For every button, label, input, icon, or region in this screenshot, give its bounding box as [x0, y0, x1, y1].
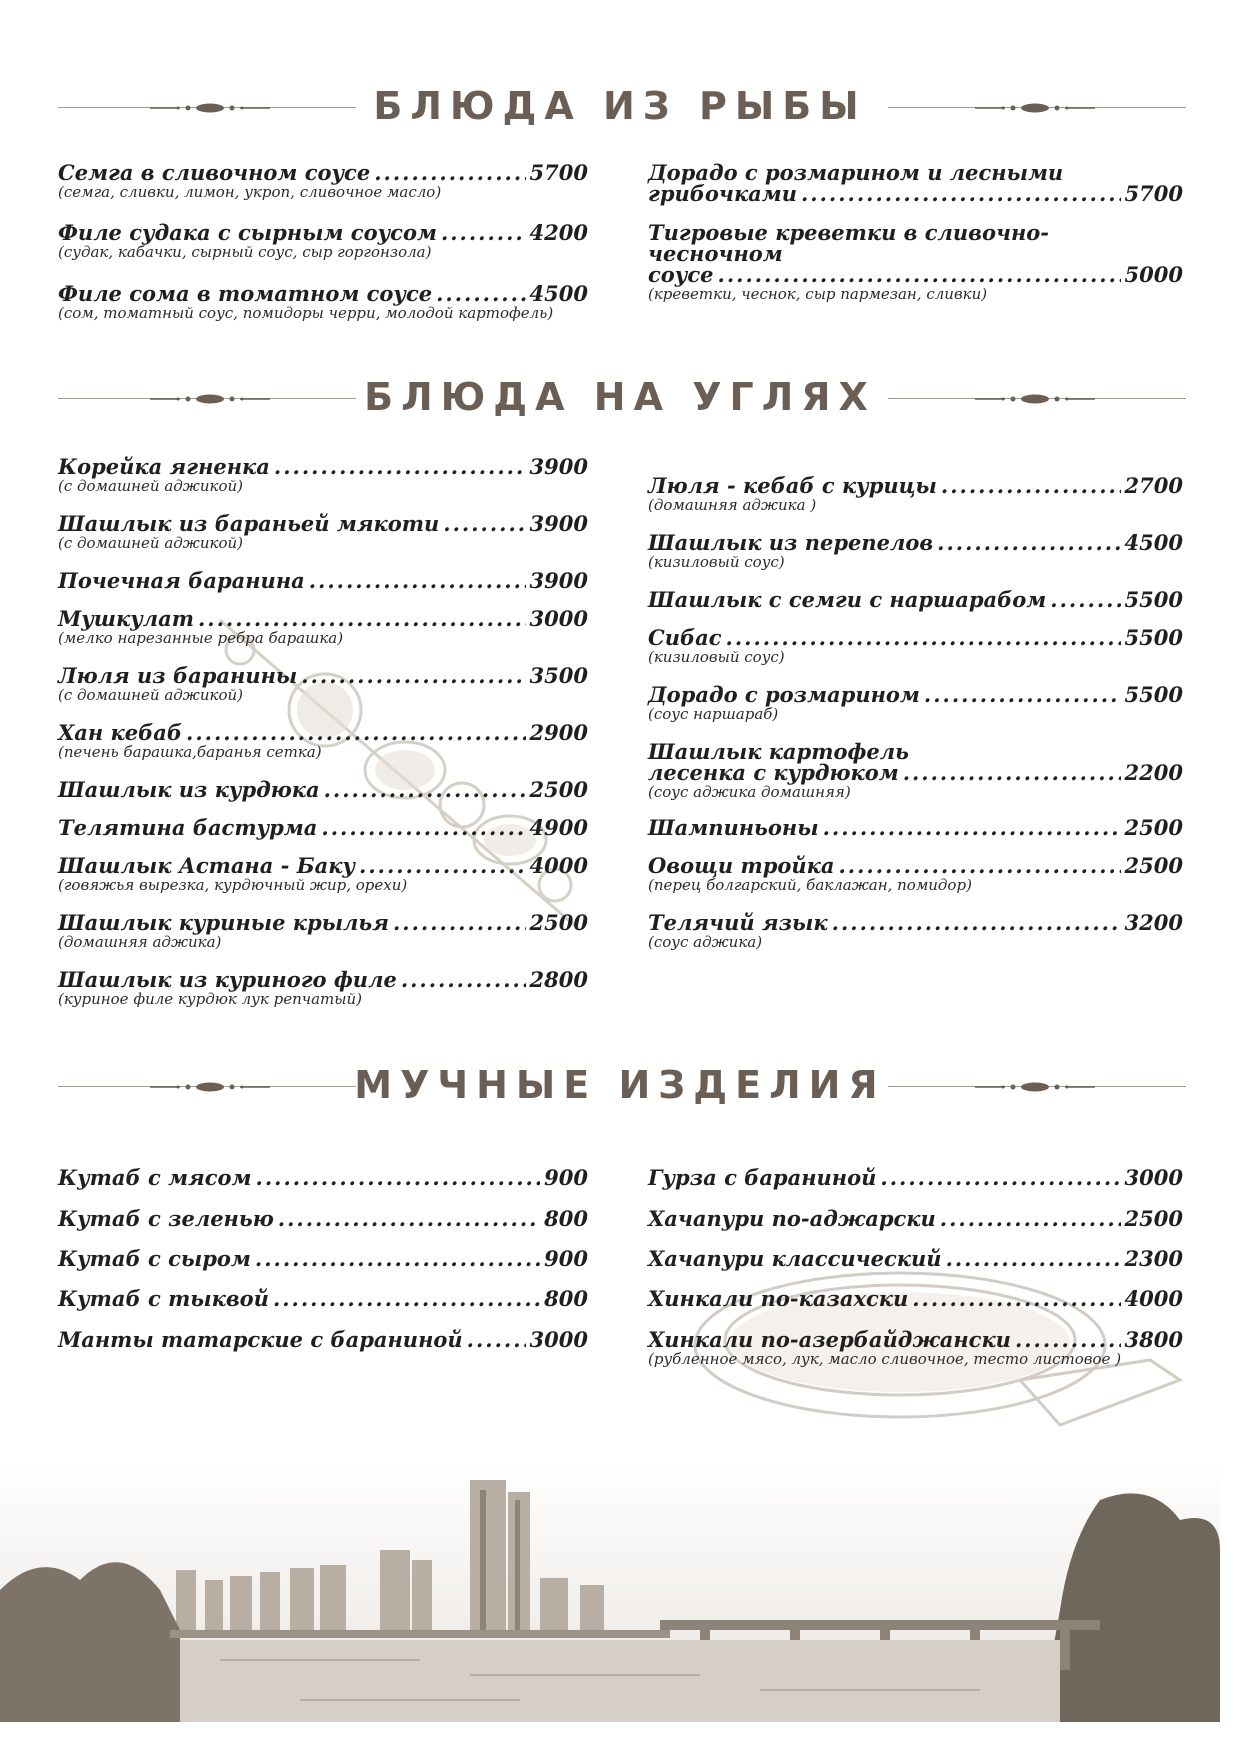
fish-menu-right: [648, 160, 1183, 303]
menu-item: [58, 1248, 588, 1288]
item-name: Хачапури по-аджарски: [648, 1206, 936, 1231]
item-name: Семга в сливочном соусе: [58, 160, 371, 185]
item-price: 4200: [529, 220, 588, 245]
item-name: Шашлык из куриного филе: [58, 967, 397, 992]
section-title: БЛЮДА ИЗ РЫБЫ: [373, 84, 867, 128]
item-price: 3900: [529, 454, 588, 479]
menu-item: [648, 162, 1183, 222]
item-price: 800: [544, 1286, 588, 1311]
item-description: (кизиловый соус): [648, 553, 785, 571]
item-description: (куриное филе курдюк лук репчатый): [58, 990, 362, 1008]
menu-item: [58, 513, 588, 570]
fish-menu-left: [58, 162, 588, 343]
menu-item: [648, 684, 1183, 741]
item-price: 2300: [1124, 1246, 1183, 1271]
item-name: Шашлык из курдюка: [58, 777, 320, 802]
menu-item: [58, 456, 588, 513]
item-price: 800: [544, 1206, 588, 1231]
item-name: Овощи тройка: [648, 853, 835, 878]
item-name: Шампиньоны: [648, 815, 819, 840]
menu-item: [648, 1329, 1183, 1374]
ornament-divider-icon: [150, 1080, 270, 1094]
item-name: грибочками: [648, 181, 797, 206]
item-description: (сом, томатный соус, помидоры черри, молодой картофель): [58, 304, 554, 322]
menu-item: [648, 627, 1183, 684]
item-price: 3800: [1124, 1327, 1183, 1352]
item-description: (с домашней аджикой): [58, 686, 243, 704]
item-name: Гурза с бараниной: [648, 1165, 877, 1190]
menu-item: [58, 1288, 588, 1329]
item-name-line1: Дорадо с розмарином и лесными: [648, 160, 1064, 185]
menu-item: [648, 532, 1183, 589]
item-description: (креветки, чеснок, сыр пармезан, сливки): [648, 285, 988, 303]
item-description: (соус наршараб): [648, 705, 779, 723]
item-name: Филе сома в томатном соусе: [58, 281, 433, 306]
pastry-menu-left: [58, 1167, 588, 1369]
item-name: Кутаб с сыром: [58, 1246, 251, 1271]
item-name: Кутаб с мясом: [58, 1165, 252, 1190]
item-name: Шашлык с семги с наршарабом: [648, 587, 1047, 612]
item-name: Дорадо с розмарином: [648, 682, 920, 707]
ornament-divider-icon: [975, 392, 1095, 406]
item-name: лесенка с курдюком: [648, 760, 899, 785]
item-description: (рубленное мясо, лук, масло сливочное, тесто листовое ): [648, 1350, 1122, 1368]
menu-item: [648, 817, 1183, 855]
item-name-line1: Тигровые креветки в сливочно-чесночном: [648, 220, 1050, 266]
item-price: 2900: [529, 720, 588, 745]
item-name: Почечная баранина: [58, 568, 305, 593]
item-price: 2500: [1124, 815, 1183, 840]
item-price: 3900: [529, 511, 588, 536]
item-name: Телячий язык: [648, 910, 828, 935]
ornament-divider-icon: [975, 101, 1095, 115]
item-description: (мелко нарезанные ребра барашка): [58, 629, 344, 647]
city-skyline-illustration: [0, 1460, 1220, 1722]
item-price: 5500: [1124, 682, 1183, 707]
item-description: (домашняя аджика ): [648, 496, 817, 514]
menu-item: [648, 589, 1183, 627]
item-name: Сибас: [648, 625, 722, 650]
item-name: соусе: [648, 262, 714, 287]
item-price: 3500: [529, 663, 588, 688]
item-name: Хинкали по-казахски: [648, 1286, 909, 1311]
ornament-divider-icon: [150, 392, 270, 406]
item-name: Мушкулат: [58, 606, 194, 631]
menu-item: [58, 722, 588, 779]
item-price: 2500: [1124, 853, 1183, 878]
item-price: 3000: [529, 1327, 588, 1352]
item-price: 2700: [1124, 473, 1183, 498]
menu-item: [58, 608, 588, 665]
item-name: Корейка ягненка: [58, 454, 270, 479]
item-name: Шашлык Астана - Баку: [58, 853, 356, 878]
menu-item: [58, 1167, 588, 1208]
item-name: Манты татарские с бараниной: [58, 1327, 463, 1352]
item-description: (говяжья вырезка, курдючный жир, орехи): [58, 876, 408, 894]
section-title: МУЧНЫЕ ИЗДЕЛИЯ: [354, 1063, 886, 1107]
item-name: Шашлык куриные крылья: [58, 910, 389, 935]
ornament-divider-icon: [150, 101, 270, 115]
item-description: (семга, сливки, лимон, укроп, сливочное масло): [58, 183, 442, 201]
section-header-pastry: [0, 1057, 1240, 1117]
item-price: 5500: [1124, 587, 1183, 612]
item-price: 3200: [1124, 910, 1183, 935]
section-header-fish: [0, 78, 1240, 138]
item-price: 2200: [1124, 760, 1183, 785]
item-price: 3000: [1124, 1165, 1183, 1190]
menu-item: [58, 283, 588, 343]
menu-item: [648, 741, 1183, 817]
menu-item: [58, 1329, 588, 1369]
item-price: 2500: [529, 910, 588, 935]
item-price: 2800: [529, 967, 588, 992]
item-price: 4000: [529, 853, 588, 878]
item-price: 900: [544, 1246, 588, 1271]
item-price: 4500: [529, 281, 588, 306]
menu-item: [58, 222, 588, 283]
menu-item: [648, 1248, 1183, 1288]
item-price: 900: [544, 1165, 588, 1190]
item-name: Телятина бастурма: [58, 815, 318, 840]
item-name: Хинкали по-азербайджански: [648, 1327, 1011, 1352]
item-price: 4500: [1124, 530, 1183, 555]
menu-item: [58, 570, 588, 608]
section-title: БЛЮДА НА УГЛЯХ: [364, 375, 876, 419]
item-name: Люля - кебаб с курицы: [648, 473, 937, 498]
item-price: 2500: [1124, 1206, 1183, 1231]
item-name: Люля из баранины: [58, 663, 298, 688]
item-description: (печень барашка,баранья сетка): [58, 743, 322, 761]
item-price: 3900: [529, 568, 588, 593]
grill-menu-right: [648, 475, 1183, 969]
item-name-line1: Шашлык картофель: [648, 739, 909, 764]
item-name: Филе судака с сырным соусом: [58, 220, 437, 245]
item-description: (перец болгарский, баклажан, помидор): [648, 876, 972, 894]
item-description: (кизиловый соус): [648, 648, 785, 666]
grill-menu-left: [58, 456, 588, 1026]
menu-item: [58, 855, 588, 912]
ornament-divider-icon: [975, 1080, 1095, 1094]
menu-item: [58, 779, 588, 817]
item-price: 3000: [529, 606, 588, 631]
item-description: (с домашней аджикой): [58, 477, 243, 495]
item-description: (с домашней аджикой): [58, 534, 243, 552]
pastry-menu-right: [648, 1167, 1183, 1374]
item-name: Кутаб с тыквой: [58, 1286, 269, 1311]
item-description: (домашняя аджика): [58, 933, 222, 951]
menu-item: [648, 912, 1183, 969]
item-name: Хачапури классический: [648, 1246, 942, 1271]
item-description: (судак, кабачки, сырный соус, сыр горгонзола): [58, 243, 432, 261]
item-price: 4000: [1124, 1286, 1183, 1311]
menu-item: [58, 1208, 588, 1248]
item-price: 5700: [1124, 181, 1183, 206]
menu-item: [648, 1208, 1183, 1248]
item-price: 5000: [1124, 262, 1183, 287]
item-name: Шашлык из бараньей мякоти: [58, 511, 440, 536]
menu-item: [58, 665, 588, 722]
item-price: 2500: [529, 777, 588, 802]
item-description: (соус аджика домашняя): [648, 783, 851, 801]
item-price: 5500: [1124, 625, 1183, 650]
item-name: Хан кебаб: [58, 720, 183, 745]
menu-item: [58, 912, 588, 969]
menu-item: [648, 1167, 1183, 1208]
menu-item: [648, 855, 1183, 912]
menu-item: [648, 1288, 1183, 1329]
menu-item: [648, 475, 1183, 532]
menu-item: [58, 817, 588, 855]
item-description: (соус аджика): [648, 933, 763, 951]
item-name: Кутаб с зеленью: [58, 1206, 274, 1231]
item-price: 5700: [529, 160, 588, 185]
menu-item: [648, 220, 1183, 303]
item-price: 4900: [529, 815, 588, 840]
section-header-grill: [0, 369, 1240, 429]
menu-item: [58, 969, 588, 1026]
menu-item: [58, 162, 588, 222]
item-name: Шашлык из перепелов: [648, 530, 934, 555]
